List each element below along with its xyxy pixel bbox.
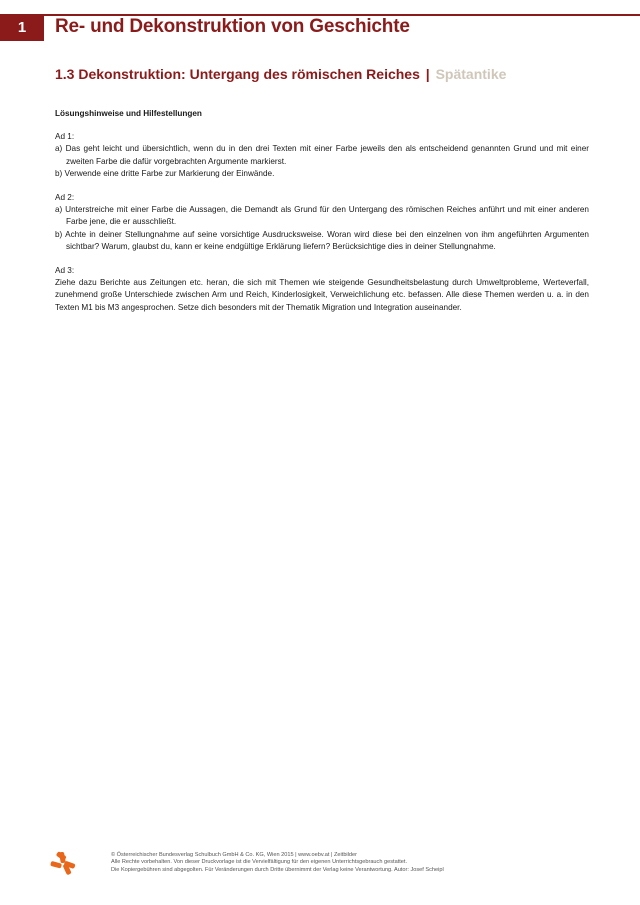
ad2-item-b: b) Achte in deiner Stellungnahme auf seine vorsichtige Ausdrucksweise. Woran wird diese bei den einzelnen von ihm angeführten Argumenten sichtbar? Warum, glaubst du, kann er keine endgültige Erklärung liefern? Berücksichtige dies in deiner Stellungnahme.	[55, 229, 589, 251]
footer-line-1: © Österreichischer Bundesverlag Schulbuch GmbH & Co. KG, Wien 2015 | www.oebv.at | Zeitbilder	[111, 852, 358, 858]
ad2-label: Ad 2:	[55, 193, 75, 203]
publisher-star-logo-icon	[50, 851, 76, 877]
ad3-text: Ziehe dazu Berichte aus Zeitungen etc. heran, die sich mit Themen wie steigende Gesundheitsbelastung durch Umweltprobleme, Werteverfall, zunehmend große Unterschiede zwischen Arm und Reich, Kinderlosigkeit, Verweichlichung etc. befassen. Alle diese Themen werden u. a. in den Texten M1 bis M3 angesprochen. Setze dich besonders mit der Thematik Migration und Integration auseinander.	[55, 278, 589, 312]
solution-hints	[55, 108, 589, 326]
hints-heading: Lösungshinweise und Hilfestellungen	[55, 109, 202, 118]
ad2-block	[55, 192, 589, 253]
epoch-label: Spätantike	[435, 66, 507, 82]
ad1-item-b: b) Verwende eine dritte Farbe zur Markierung der Einwände.	[55, 168, 275, 178]
section-separator: |	[425, 66, 430, 82]
section-title-text: Dekonstruktion: Untergang des römischen Reiches	[78, 66, 420, 82]
chapter-number: 1	[17, 19, 27, 36]
section-title	[55, 66, 506, 82]
ad3-block	[55, 265, 589, 314]
ad1-block	[55, 131, 589, 180]
section-number: 1.3	[55, 66, 75, 82]
ad3-label: Ad 3:	[55, 266, 75, 276]
footer-line-3: Die Kopiergebühren sind abgegolten. Für Veränderungen durch Dritte übernimmt der Verlag keine Verantwortung. Autor: Josef Scheipl	[111, 866, 444, 873]
footer-line-2: Alle Rechte vorbehalten. Von dieser Druckvorlage ist die Vervielfältigung für den eigenen Unterrichtsgebrauch gestattet.	[111, 859, 408, 866]
chapter-title: Re- und Dekonstruktion von Geschichte	[55, 16, 410, 37]
ad1-item-a: a) Das geht leicht und übersichtlich, wenn du in den drei Texten mit einer Farbe jeweils den als entscheidend genannten Grund und mit einer zweiten Farbe die dafür vorgebrachten Argumente markierst.	[55, 144, 589, 166]
ad1-label: Ad 1:	[55, 132, 75, 142]
footer-copyright	[111, 852, 444, 874]
chapter-number-badge	[0, 14, 44, 41]
ad2-item-a: a) Unterstreiche mit einer Farbe die Aussagen, die Demandt als Grund für den Untergang des römischen Reiches anführt und mit einer anderen Farbe jene, die er ausschließt.	[55, 205, 589, 227]
